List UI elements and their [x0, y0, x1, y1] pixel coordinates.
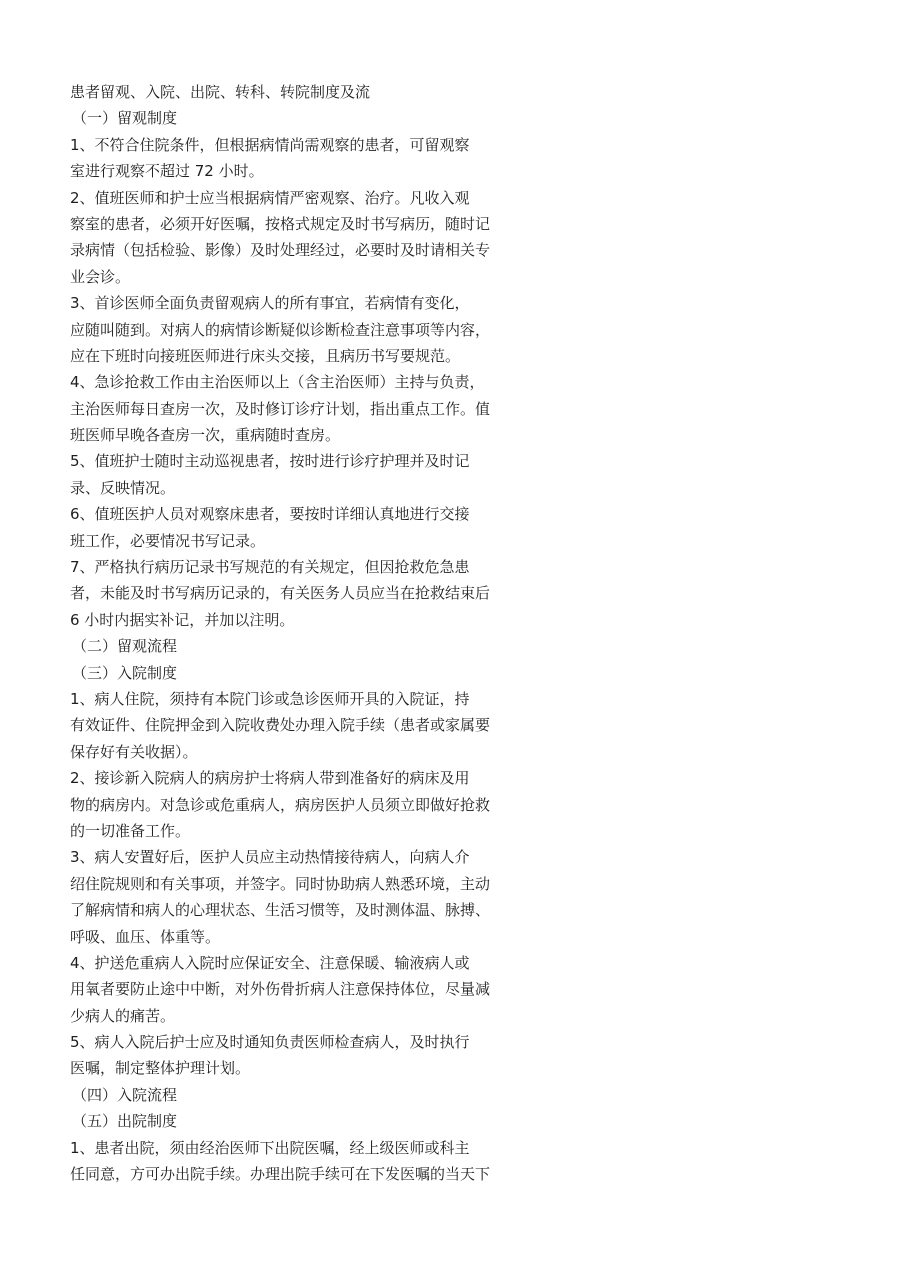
document-page	[70, 79, 525, 1187]
section-heading-admission-policy: （三）入院制度	[72, 663, 178, 682]
paragraph-line: 少病人的痛苦。	[70, 1006, 176, 1025]
paragraph-line: 的一切准备工作。	[70, 821, 191, 840]
paragraph-line: 医嘱，制定整体护理计划。	[70, 1059, 251, 1078]
section-heading-observation-process: （二）留观流程	[72, 637, 178, 656]
paragraph-line: 2、值班医师和护士应当根据病情严密观察、治疗。凡收入观	[70, 188, 470, 207]
paragraph-line: 5、病人入院后护士应及时通知负责医师检查病人，及时执行	[70, 1033, 470, 1052]
paragraph-line: 3、首诊医师全面负责留观病人的所有事宜，若病情有变化，	[70, 294, 470, 313]
paragraph-line: 保存好有关收据）。	[70, 742, 198, 761]
paragraph-line: 7、严格执行病历记录书写规范的有关规定，但因抢救危急患	[70, 558, 470, 577]
paragraph-line: 察室的患者，必须开好医嘱，按格式规定及时书写病历，随时记	[70, 214, 491, 233]
paragraph-line: 录病情（包括检验、影像）及时处理经过，必要时及时请相关专	[70, 241, 491, 260]
paragraph-line: 6、值班医护人员对观察床患者，要按时详细认真地进行交接	[70, 505, 470, 524]
paragraph-line: 呼吸、血压、体重等。	[70, 927, 221, 946]
paragraph-line: 任同意，方可办出院手续。办理出院手续可在下发医嘱的当天下	[70, 1165, 491, 1184]
paragraph-line: 主治医师每日查房一次，及时修订诊疗计划，指出重点工作。值	[70, 399, 491, 418]
paragraph-line: 绍住院规则和有关事项，并签字。同时协助病人熟悉环境，主动	[70, 874, 491, 893]
paragraph-line: 者，未能及时书写病历记录的，有关医务人员应当在抢救结束后	[70, 584, 491, 603]
section-heading-observation-policy: （一）留观制度	[72, 109, 178, 128]
paragraph-line: 班医师早晚各查房一次，重病随时查房。	[70, 426, 341, 445]
paragraph-line: 4、护送危重病人入院时应保证安全、注意保暖、输液病人或	[70, 953, 470, 972]
paragraph-line: 应随叫随到。对病人的病情诊断疑似诊断检查注意事项等内容，	[70, 320, 491, 339]
section-heading-admission-process: （四）入院流程	[72, 1085, 178, 1104]
paragraph-line: 5、值班护士随时主动巡视患者，按时进行诊疗护理并及时记	[70, 452, 470, 471]
paragraph-line: 班工作，必要情况书写记录。	[70, 531, 266, 550]
paragraph-line: 用氧者要防止途中中断，对外伤骨折病人注意保持体位，尽量减	[70, 980, 491, 999]
paragraph-line: 2、接诊新入院病人的病房护士将病人带到准备好的病床及用	[70, 769, 470, 788]
paragraph-line: 物的病房内。对急诊或危重病人，病房医护人员须立即做好抢救	[70, 795, 491, 814]
paragraph-line: 1、患者出院，须由经治医师下出院医嘱，经上级医师或科主	[70, 1138, 470, 1157]
paragraph-line: 应在下班时向接班医师进行床头交接，且病历书写要规范。	[70, 346, 461, 365]
paragraph-line: 6 小时内据实补记，并加以注明。	[70, 610, 295, 629]
paragraph-line: 1、不符合住院条件，但根据病情尚需观察的患者，可留观察	[70, 135, 470, 154]
paragraph-line: 3、病人安置好后，医护人员应主动热情接待病人，向病人介	[70, 848, 470, 867]
paragraph-line: 室进行观察不超过 72 小时。	[70, 162, 264, 181]
document-title: 患者留观、入院、出院、转科、转院制度及流	[70, 83, 371, 101]
paragraph-line: 业会诊。	[70, 267, 131, 286]
paragraph-line: 4、急诊抢救工作由主治医师以上（含主治医师）主持与负责，	[70, 373, 485, 392]
section-heading-discharge-policy: （五）出院制度	[72, 1112, 178, 1131]
paragraph-line: 了解病情和病人的心理状态、生活习惯等，及时测体温、脉搏、	[70, 901, 491, 920]
paragraph-line: 有效证件、住院押金到入院收费处办理入院手续（患者或家属要	[70, 716, 491, 735]
paragraph-line: 1、病人住院，须持有本院门诊或急诊医师开具的入院证，持	[70, 689, 470, 708]
paragraph-line: 录、反映情况。	[70, 478, 176, 497]
